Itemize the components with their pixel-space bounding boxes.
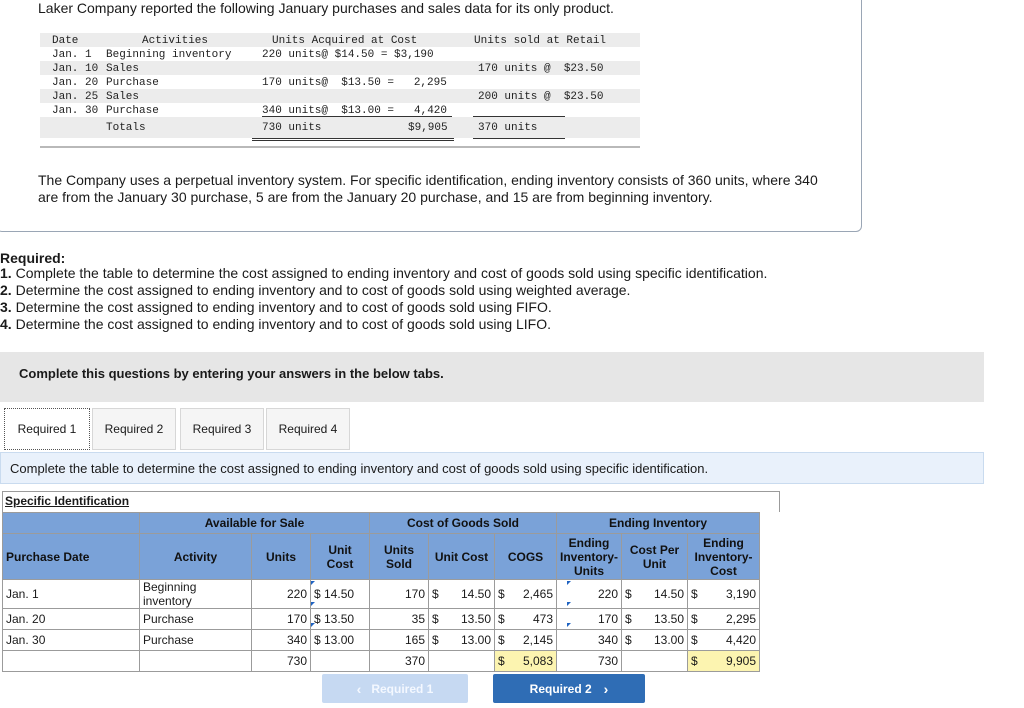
- required-list: [0, 265, 767, 333]
- col-unit-cost: Unit Cost: [311, 534, 370, 580]
- col-ending-cost: Ending Inventory- Cost: [688, 534, 760, 580]
- next-button[interactable]: [493, 674, 645, 703]
- cell-sold-unit-cost: $ 14.50: [429, 580, 495, 609]
- ledger-h-date: Date: [52, 35, 79, 47]
- ledger-sold: 200 units @ $23.50: [478, 91, 604, 103]
- ledger-acq-total: 4,420: [414, 105, 448, 117]
- cell-units: 170: [252, 609, 311, 630]
- ledger-totals-sold: 370 units: [478, 122, 538, 134]
- ledger-sold: 170 units @ $23.50: [478, 63, 604, 75]
- ledger-date: Jan. 25: [52, 91, 99, 103]
- ledger-activity: Sales: [106, 91, 140, 103]
- cell-units-sold-input[interactable]: 165: [370, 630, 429, 651]
- ledger-h-activities: Activities: [142, 35, 209, 47]
- cell-unit-cost-input[interactable]: $ 13.00: [311, 630, 370, 651]
- table-row: [3, 630, 760, 651]
- totals-row: [3, 651, 760, 672]
- chevron-left-icon: ‹: [356, 680, 362, 697]
- total-ending-units: 730: [557, 651, 622, 672]
- cell-date: Jan. 1: [3, 580, 140, 609]
- required-item-1: 1. Complete the table to determine the cost assigned to ending inventory and cost of goods sold using specific identification.: [0, 265, 768, 281]
- problem-description: The Company uses a perpetual inventory system. For specific identification, ending inventory consists of 360 units, where 340 are from the January 30 purchase, 5 are from the January 20 purchase, and 15 are from beginning inventory.: [38, 172, 818, 205]
- cell-activity: Purchase: [140, 609, 252, 630]
- col-activity: Activity: [140, 534, 252, 580]
- ledger-date: Jan. 20: [52, 77, 99, 89]
- cell-sold-unit-cost: $ 13.50: [429, 609, 495, 630]
- cell-date: Jan. 30: [3, 630, 140, 651]
- input-marker-icon: [311, 602, 315, 606]
- tab-required-3[interactable]: Required 3: [180, 408, 264, 450]
- cell-units: 220: [252, 580, 311, 609]
- required-item-4: 4. Determine the cost assigned to ending inventory and to cost of goods sold using LIFO.: [0, 316, 552, 332]
- ledger-date: Jan. 30: [52, 105, 99, 117]
- cell-ending-cost: $ 4,420: [688, 630, 760, 651]
- tab-required-1[interactable]: Required 1: [4, 408, 90, 450]
- cell-activity: Beginning inventory: [140, 580, 252, 609]
- chevron-right-icon: ›: [603, 680, 609, 697]
- col-unit-cost-sold: Unit Cost: [429, 534, 495, 580]
- input-marker-icon: [567, 623, 571, 627]
- col-cogs: COGS: [495, 534, 557, 580]
- cell-blank: [622, 651, 688, 672]
- prev-button[interactable]: [322, 674, 468, 703]
- col-units: Units: [252, 534, 311, 580]
- required-item-2: 2. Determine the cost assigned to ending inventory and to cost of goods sold using weighted average.: [0, 282, 631, 298]
- input-marker-icon: [567, 602, 571, 606]
- cell-cogs: $ 473: [495, 609, 557, 630]
- instructions-band-text: Complete this questions by entering your answers in the below tabs.: [19, 366, 444, 381]
- cell-ending-cost: $ 2,295: [688, 609, 760, 630]
- group-available-for-sale: Available for Sale: [140, 513, 370, 534]
- ledger-bottom-rule: [40, 146, 640, 148]
- specific-identification-table: [2, 512, 760, 672]
- ledger-h-units-acquired: Units Acquired at Cost: [272, 35, 418, 47]
- cell-cogs: $ 2,145: [495, 630, 557, 651]
- group-ending-inventory: Ending Inventory: [557, 513, 760, 534]
- prev-button-label: Required 1: [371, 681, 434, 696]
- ledger-h-units-sold: Units sold at Retail: [474, 35, 607, 47]
- input-marker-icon: [567, 581, 571, 585]
- col-units-sold: Units Sold: [370, 534, 429, 580]
- cell-units: 340: [252, 630, 311, 651]
- total-units: 730: [252, 651, 311, 672]
- cell-ending-units-input[interactable]: 170: [557, 609, 622, 630]
- cell-blank: [140, 651, 252, 672]
- cell-ending-units-input[interactable]: 340: [557, 630, 622, 651]
- total-units-sold: 370: [370, 651, 429, 672]
- total-cogs: $ 5,083: [495, 651, 557, 672]
- cell-blank: [3, 651, 140, 672]
- ledger-underline: [473, 138, 565, 139]
- table-row: [3, 580, 760, 609]
- cell-unit-cost-input[interactable]: $ 14.50: [311, 580, 370, 609]
- ledger-double-underline: [252, 140, 454, 141]
- cell-blank: [311, 651, 370, 672]
- ledger-double-underline: [252, 138, 454, 139]
- ledger-date: Jan. 10: [52, 63, 99, 75]
- tab-required-4[interactable]: Required 4: [266, 408, 350, 450]
- ledger-date: Jan. 1: [52, 49, 92, 61]
- ledger-totals-label: Totals: [106, 122, 146, 134]
- table-title: Specific Identification: [5, 494, 130, 508]
- cell-ending-units-input[interactable]: 220: [557, 580, 622, 609]
- tab-required-2[interactable]: Required 2: [92, 408, 176, 450]
- cell-ending-cost: $ 3,190: [688, 580, 760, 609]
- ledger-activity: Sales: [106, 63, 140, 75]
- col-ending-units: Ending Inventory- Units: [557, 534, 622, 580]
- next-button-label: Required 2: [529, 681, 592, 696]
- tab-instruction-text: Complete the table to determine the cost assigned to ending inventory and cost of goods sold using specific identification.: [10, 461, 709, 476]
- group-blank: [3, 513, 140, 534]
- ledger-activity: Purchase: [106, 77, 159, 89]
- ledger-activity: Beginning inventory: [106, 49, 232, 61]
- required-title: Required:: [0, 250, 66, 266]
- input-marker-icon: [311, 623, 315, 627]
- cell-cost-per-unit: $ 13.00: [622, 630, 688, 651]
- ledger-totals-cost: $9,905: [408, 122, 448, 134]
- cell-cost-per-unit: $ 13.50: [622, 609, 688, 630]
- cell-activity: Purchase: [140, 630, 252, 651]
- required-item-3: 3. Determine the cost assigned to ending inventory and to cost of goods sold using FIFO.: [0, 299, 552, 315]
- group-cost-of-goods-sold: Cost of Goods Sold: [370, 513, 557, 534]
- table-row: [3, 609, 760, 630]
- cell-cogs: $ 2,465: [495, 580, 557, 609]
- cell-cost-per-unit: $ 14.50: [622, 580, 688, 609]
- ledger-acq: 170 units@ $13.50 = 2,295: [262, 77, 447, 89]
- cell-blank: [429, 651, 495, 672]
- problem-heading: Laker Company reported the following January purchases and sales data for its only product.: [38, 0, 614, 16]
- col-purchase-date: Purchase Date: [3, 534, 140, 580]
- ledger-totals-units: 730 units: [262, 122, 322, 134]
- cell-units-sold-input[interactable]: 35: [370, 609, 429, 630]
- cell-sold-unit-cost: $ 13.00: [429, 630, 495, 651]
- ledger-acq: 220 units@ $14.50 = $3,190: [262, 49, 434, 61]
- cell-units-sold-input[interactable]: 170: [370, 580, 429, 609]
- cell-unit-cost-input[interactable]: $ 13.50: [311, 609, 370, 630]
- col-cost-per-unit: Cost Per Unit: [622, 534, 688, 580]
- cell-date: Jan. 20: [3, 609, 140, 630]
- input-marker-icon: [311, 581, 315, 585]
- total-ending-cost: $ 9,905: [688, 651, 760, 672]
- ledger-acq: 340 units@ $13.00 =: [262, 103, 452, 117]
- ledger-activity: Purchase: [106, 105, 159, 117]
